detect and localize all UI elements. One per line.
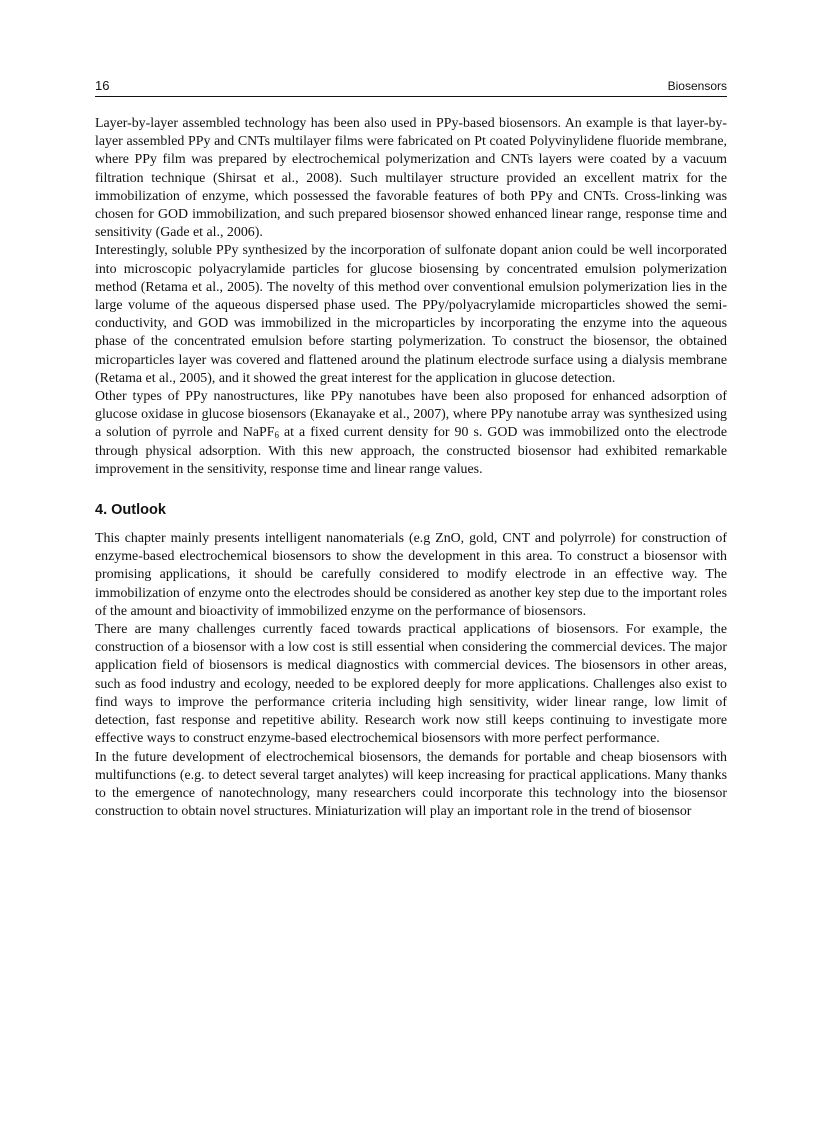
paragraph-outlook-challenges: There are many challenges currently faced towards practical applications of biosensors. For example, the construction of a biosensor with a low cost is still essential when considering the commercial devices. The major application field of biosensors is medical diagnostics with commercial devices. The biosensors in other areas, such as food industry and ecology, needed to be explored deeply for more applications. Challenges also exist to find ways to improve the performance criteria including high sensitivity, wider linear range, low limit of detection, fast response and repetitive ability. Research work now still keeps continuing to investigate more effective ways to construct enzyme-based electrochemical biosensors with more perfect performance. bbox=[95, 622, 727, 747]
napf6-formula-base: NaPF bbox=[242, 425, 275, 441]
paragraph-layer-by-layer: Layer-by-layer assembled technology has been also used in PPy-based biosensors. An example is that layer-by-layer assembled PPy and CNTs multilayer films were fabricated on Pt coated Polyvinylidene fluoride membrane, where PPy film was prepared by electrochemical polymerization and CNTs layers were coated by a vacuum filtration technique (Shirsat et al., 2008). Such multilayer structure provided an excellent matrix for the immobilization of enzyme, which possessed the favorable features of both PPy and CNTs. Cross-linking was chosen for GOD immobilization, and such prepared biosensor showed enhanced linear range, response time and sensitivity (Gade et al., 2006). bbox=[95, 116, 727, 241]
paragraph-ppy-nanotubes bbox=[95, 388, 727, 479]
running-title: Biosensors bbox=[667, 79, 727, 93]
napf6-formula-subscript: 6 bbox=[274, 430, 279, 441]
napf6-formula bbox=[243, 425, 279, 440]
body-text bbox=[95, 115, 727, 821]
section-heading-outlook: 4. Outlook bbox=[95, 502, 166, 519]
paragraph-outlook-summary: This chapter mainly presents intelligent nanomaterials (e.g ZnO, gold, CNT and polyrrole) for construction of enzyme-based electrochemical biosensors to show the development in this area. To construct a biosensor with promising applications, it should be carefully considered to modify electrode in an effective way. The immobilization of enzyme onto the electrodes should be considered as another key step due to the important roles of the amount and bioactivity of immobilized enzyme on the performance of biosensors. bbox=[95, 531, 727, 619]
paragraph-ppy-nanotubes-part1: Other types of PPy nanostructures, like PPy nanotubes have been also proposed for enhanced adsorption of glucose oxidase in glucose biosensors (Ekanayake et al., 2007), where PPy nanotube array was synthesized using a solution of pyrrole and bbox=[95, 389, 727, 441]
paragraph-outlook-future: In the future development of electrochemical biosensors, the demands for portable and cheap biosensors with multifunctions (e.g. to detect several target analytes) will keep increasing for practical applications. Many thanks to the emergence of nanotechnology, many researchers could incorporate this technology into the biosensor construction to obtain novel structures. Miniaturization will play an important role in the trend of biosensor bbox=[95, 749, 727, 820]
running-header bbox=[95, 78, 727, 97]
document-page bbox=[95, 78, 727, 821]
page-number: 16 bbox=[95, 78, 110, 93]
paragraph-soluble-ppy: Interestingly, soluble PPy synthesized by the incorporation of sulfonate dopant anion could be well incorporated into microscopic polyacrylamide particles for glucose biosensing by concentrated emulsion polymerization method (Retama et al., 2005). The novelty of this method over conventional emulsion polymerization lies in the large volume of the aqueous dispersed phase used. The PPy/polyacrylamide microparticles showed the semi-conductivity, and GOD was immobilized in the microparticles by incorporating the enzyme into the aqueous phase of the concentrated emulsion before starting polymerization. To construct the biosensor, the obtained microparticles layer was covered and flattened around the platinum electrode surface using a dialysis membrane (Retama et al., 2005), and it showed the great interest for the application in glucose detection. bbox=[95, 243, 727, 386]
paragraph-ppy-nanotubes-part2: at a fixed current density for 90 s. GOD was immobilized onto the electrode through physical adsorption. With this new approach, the constructed biosensor had exhibited remarkable improvement in the sensitivity, response time and linear range values. bbox=[95, 425, 727, 477]
